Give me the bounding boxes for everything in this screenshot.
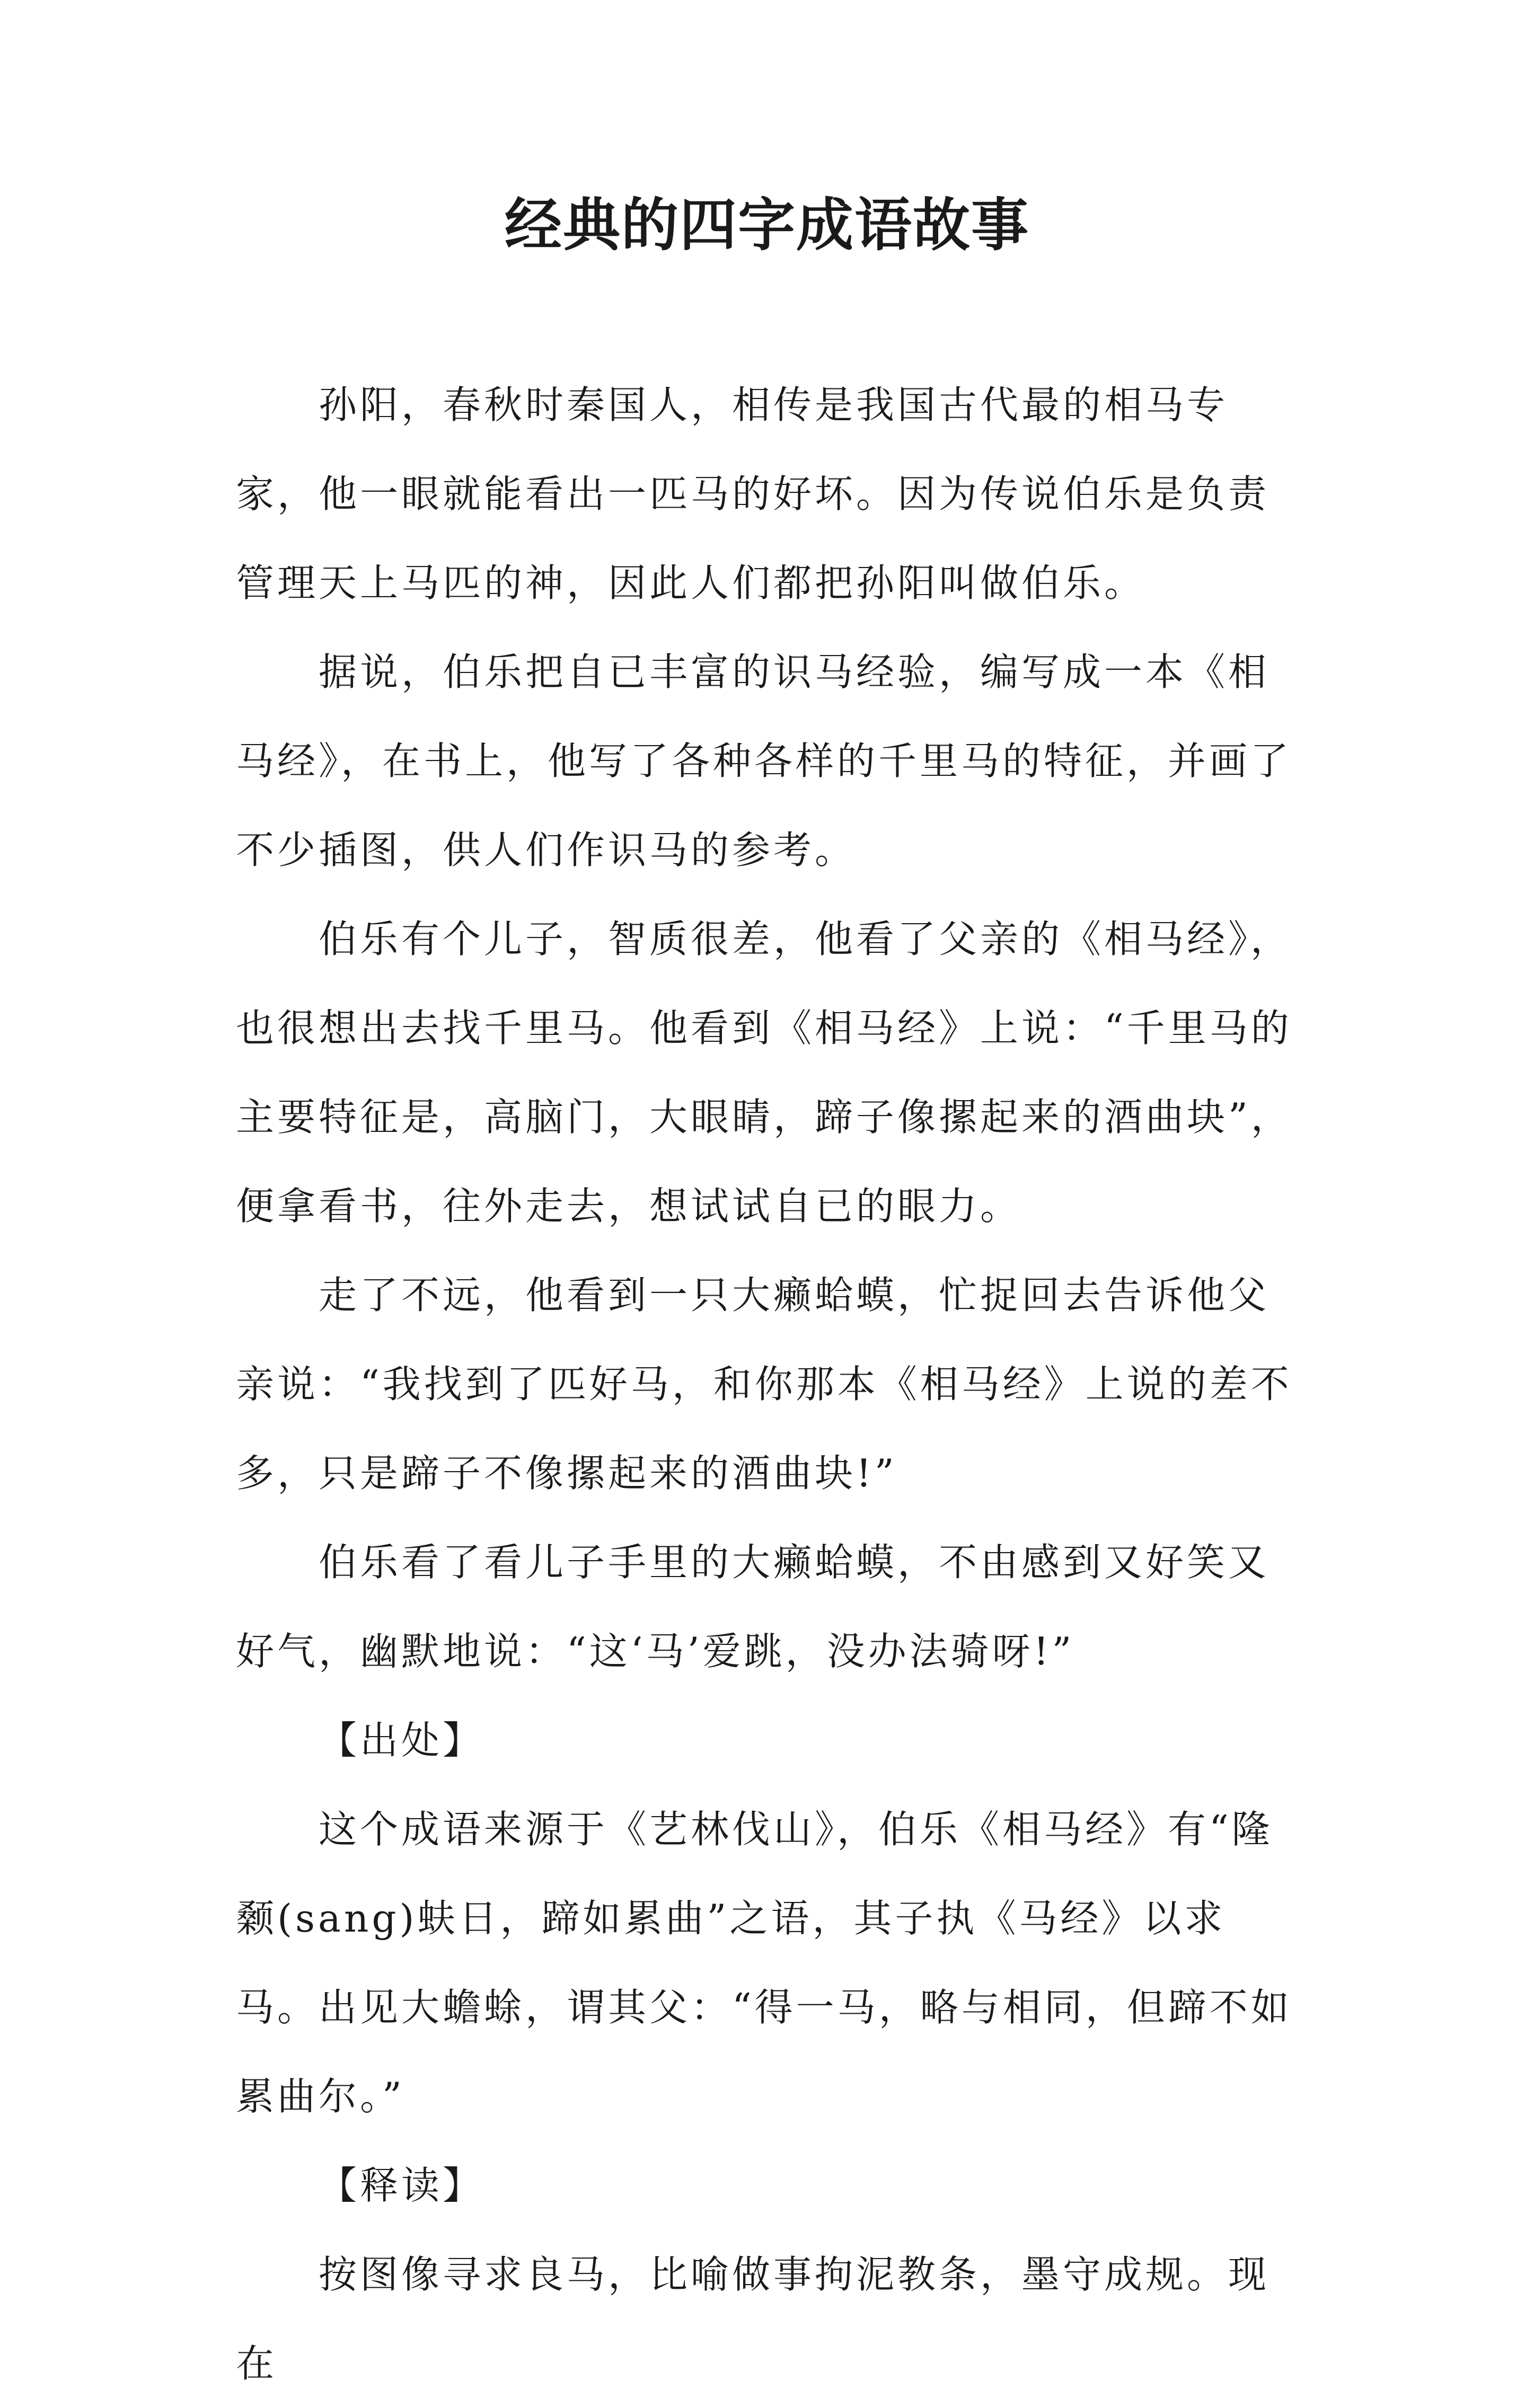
document-body xyxy=(236,360,1307,2408)
section-heading-source: 【出处】 xyxy=(319,1718,484,1763)
document-title: 经典的四字成语故事 xyxy=(504,192,1029,259)
paragraph-toad: 走了不远，他看到一只大癞蛤蟆，忙捉回去告诉他父亲说：“我找到了匹好马，和你那本《相马经》上说的差不多，只是蹄子不像摞起来的酒曲块!” xyxy=(236,1273,1292,1495)
paragraph-sun-yang: 孙阳，春秋时秦国人，相传是我国古代最的相马专家，他一眼就能看出一匹马的好坏。因为传说伯乐是负责管理天上马匹的神，因此人们都把孙阳叫做伯乐。 xyxy=(236,383,1270,605)
paragraph-bole-son: 伯乐有个儿子，智质很差，他看了父亲的《相马经》，也很想出去找千里马。他看到《相马经》上说：“千里马的主要特征是，高脑门，大眼睛，蹄子像摞起来的酒曲块”，便拿看书，往外走去，想试试自已的眼力。 xyxy=(236,917,1292,1228)
paragraph-xiang-ma-jing: 据说，伯乐把自已丰富的识马经验，编写成一本《相马经》，在书上，他写了各种各样的千里马的特征，并画了不少插图，供人们作识马的参考。 xyxy=(236,650,1292,872)
paragraph-bole-reply: 伯乐看了看儿子手里的大癞蛤蟆，不由感到又好笑又好气，幽默地说：“这‘马’爱跳，没办法骑呀!” xyxy=(236,1540,1270,1674)
section-heading-explanation: 【释读】 xyxy=(319,2163,484,2208)
paragraph-explanation: 按图像寻求良马，比喻做事拘泥教条，墨守成规。现在 xyxy=(236,2252,1270,2386)
paragraph-source: 这个成语来源于《艺林伐山》，伯乐《相马经》有“隆颡(sang)蚨日，蹄如累曲”之语，其子执《马经》以求马。出见大蟾蜍，谓其父：“得一马，略与相同，但蹄不如累曲尔。” xyxy=(236,1807,1292,2119)
